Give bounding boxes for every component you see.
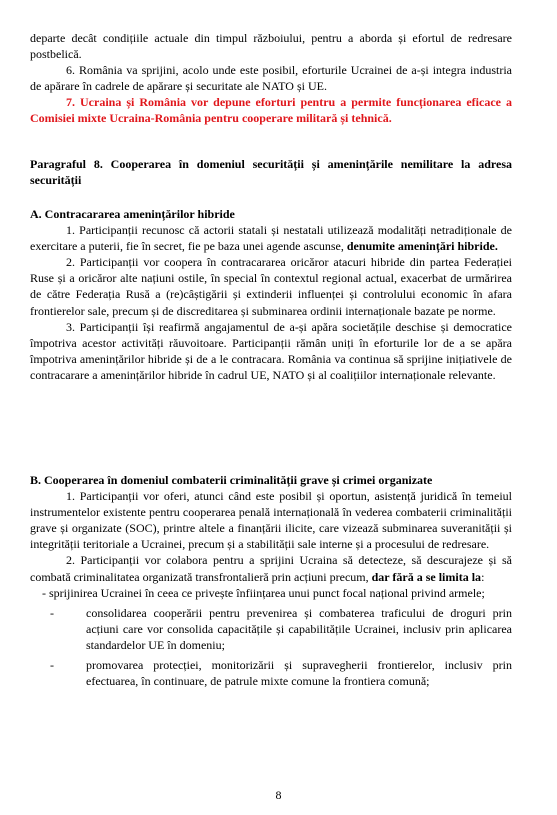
top-section	[30, 30, 512, 127]
section-b-point-2	[30, 552, 512, 584]
section-b	[30, 472, 512, 689]
bullet-item-2	[30, 605, 512, 653]
section-b-point-2-text: 2. Participanții vor colabora pentru a sprijini Ucraina să detecteze, să descurajeze și să combată criminalitatea organizată transfrontalieră prin acțiuni precum,	[30, 553, 512, 584]
section-b-point-2-bold: dar fără a se limita la	[371, 569, 482, 584]
paragraph-8-block	[30, 156, 512, 188]
section-a	[30, 206, 512, 383]
section-a-heading: A. Contracararea amenințărilor hibride	[30, 207, 235, 221]
point-7-highlighted: 7. Ucraina și România vor depune eforturi pentru a permite funcționarea eficace a Comisiei mixte Ucraina-România pentru cooperare militară și tehnică.	[30, 95, 512, 126]
bullet-item-3	[30, 657, 512, 689]
page-number: 8	[275, 788, 282, 802]
paragraph-8-title: Paragraful 8. Cooperarea în domeniul securității și amenințările nemilitare la adresa securității	[30, 157, 512, 188]
section-b-point-1: 1. Participanții vor oferi, atunci când este posibil și oportun, asistență juridică în temeiul instrumentelor existente pentru cooperarea penală internațională în vederea combaterii criminalității grave și organizate (SOC), printre altele a finanțării ilicite, care vizează subminarea suveranității și integrității teritoriale a Ucrainei, precum și a stabilității sale interne și a procesului de redresare.	[30, 489, 512, 552]
dash-marker: -	[50, 658, 54, 673]
section-b-point-2-colon: :	[481, 569, 485, 584]
section-b-heading: B. Cooperarea în domeniul combaterii criminalității grave și crimei organizate	[30, 473, 433, 487]
section-a-point-2: 2. Participanții vor coopera în contracararea oricăror atacuri hibride din partea Federației Ruse și a oricăror alte națiuni ostile, în special în contextul regional actual, exacerbat de urmărirea de către Federația Rusă a (re)câștigării și extinderii influenței și controlului economic în afara frontierelor sale, precum și de discreditarea și subminarea ordinii internaționale bazate pe norme.	[30, 255, 512, 318]
bullet-item-1: - sprijinirea Ucrainei în ceea ce privește înființarea unui punct focal național privind armele;	[42, 585, 485, 600]
bullet-item-2-text: consolidarea cooperării pentru prevenirea și combaterea traficului de droguri prin acțiuni care vor consolida capacitățile și capabilitățile Ucrainei, inclusiv prin aplicarea standardelor UE în domeniu;	[86, 605, 512, 652]
section-a-point-1-bold: denumite amenințări hibride.	[346, 239, 498, 254]
continued-paragraph: departe decât condițiile actuale din timpul războiului, pentru a aborda și efortul de redresare postbelică.	[30, 31, 512, 62]
section-a-point-3: 3. Participanții își reafirmă angajamentul de a-și apăra societățile deschise și democratice împotriva acestor activități răuvoitoare. Participanții rămân uniți în eforturile lor de a se apăra împotriva amenințărilor hibride și de a le contracara. România va continua să sprijine inițiativele de contracarare a amenințărilor hibride în cadrul UE, NATO și al coalițiilor internaționale relevante.	[30, 319, 512, 382]
bullet-item-3-text: promovarea protecției, monitorizării și supravegherii frontierelor, inclusiv prin efectuarea, în continuare, de patrule mixte comune la frontiera comună;	[86, 658, 512, 689]
section-a-point-1-text: 1. Participanții recunosc că actorii statali și nestatali utilizează modalități netradiționale de exercitare a puterii, fie în secret, fie pe baza unei agende ascunse,	[30, 223, 512, 254]
section-a-point-1	[30, 222, 512, 254]
point-6: 6. România va sprijini, acolo unde este posibil, eforturile Ucrainei de a-și integra industria de apărare în cadrele de apărare și securitate ale NATO și UE.	[30, 63, 512, 94]
dash-marker: -	[50, 605, 54, 620]
